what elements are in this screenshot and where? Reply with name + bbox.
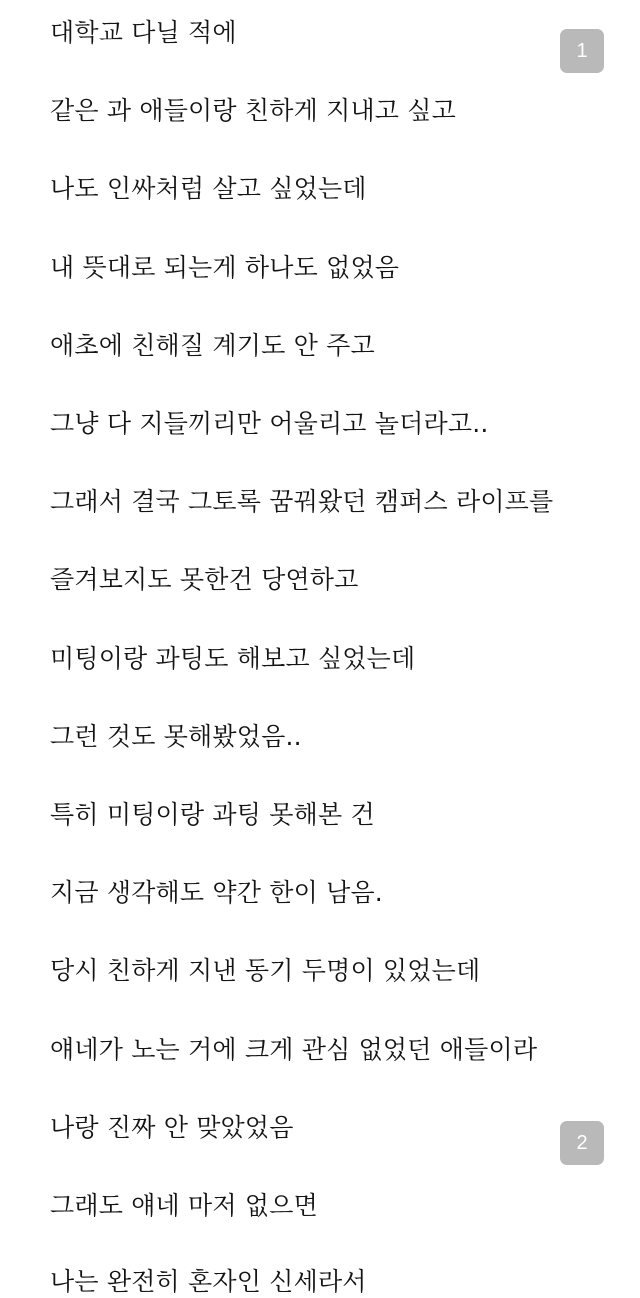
post-line: 그런 것도 못해봤었음.. [50,722,302,751]
post-line: 대학교 다닐 적에 [50,18,237,47]
post-line: 나랑 진짜 안 맞았었음 [50,1113,294,1142]
post-line: 지금 생각해도 약간 한이 남음. [50,878,383,907]
post-line: 나도 인싸처럼 살고 싶었는데 [50,174,367,203]
post-line: 그냥 다 지들끼리만 어울리고 놀더라고.. [50,409,489,438]
post-line: 즐겨보지도 못한건 당연하고 [50,565,359,594]
page-marker: 1 [560,29,604,73]
post-line: 나는 완전히 혼자인 신세라서 [50,1267,367,1296]
post-line: 얘네가 노는 거에 크게 관심 없었던 애들이라 [50,1035,538,1064]
page-marker: 2 [560,1121,604,1165]
post-line: 내 뜻대로 되는게 하나도 없었음 [50,253,400,282]
post-line: 미팅이랑 과팅도 해보고 싶었는데 [50,644,416,673]
post-line: 특히 미팅이랑 과팅 못해본 건 [50,800,375,829]
post-line: 같은 과 애들이랑 친하게 지내고 싶고 [50,96,456,125]
post-line: 그래도 얘네 마저 없으면 [50,1191,318,1220]
post-line: 당시 친하게 지낸 동기 두명이 있었는데 [50,956,481,985]
post-line: 애초에 친해질 계기도 안 주고 [50,331,375,360]
post-line: 그래서 결국 그토록 꿈꿔왔던 캠퍼스 라이프를 [50,487,554,516]
